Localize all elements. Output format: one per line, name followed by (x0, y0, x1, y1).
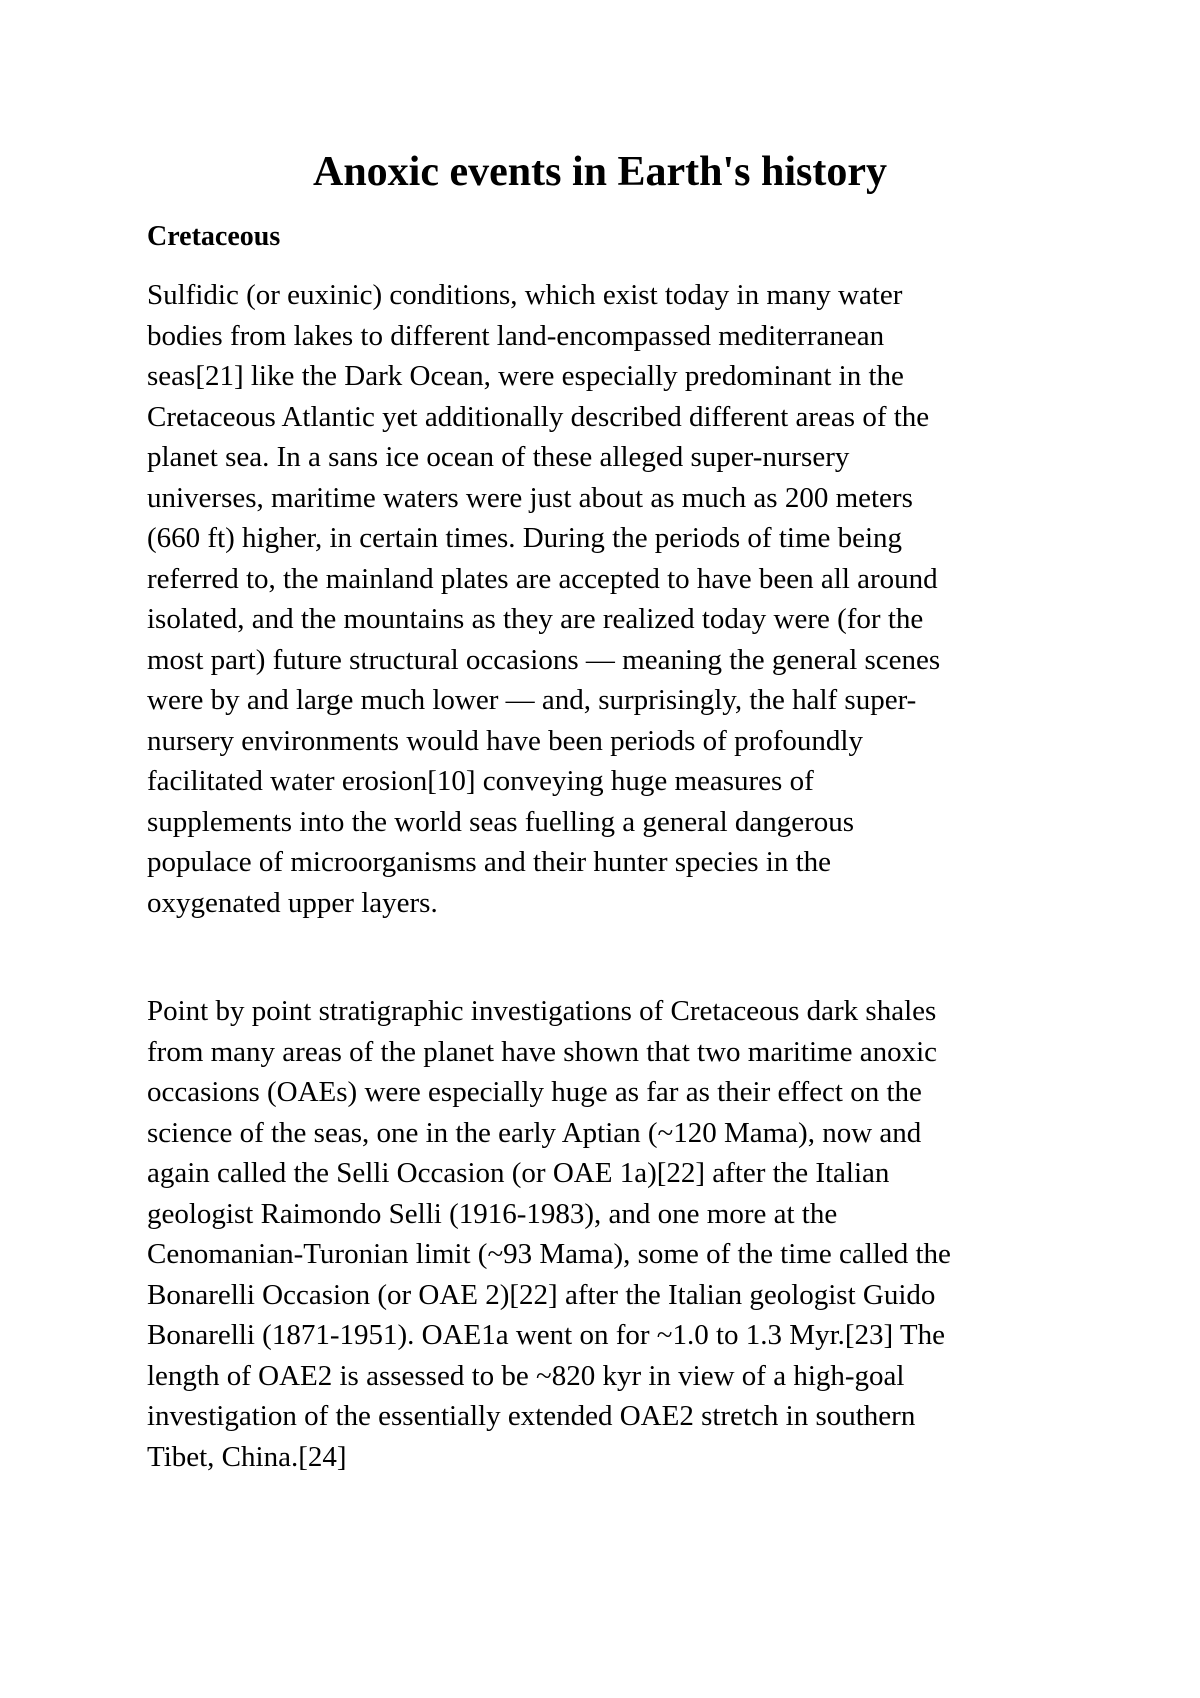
paragraph-line: (660 ft) higher, in certain times. During the periods of time being (147, 522, 903, 554)
paragraph-line: Cenomanian-Turonian limit (~93 Mama), some of the time called the (147, 1238, 951, 1270)
paragraph-2 (147, 991, 1077, 1477)
paragraph-line: most part) future structural occasions — meaning the general scenes (147, 643, 941, 676)
paragraph-line: isolated, and the mountains as they are realized today were (for the (147, 603, 924, 635)
paragraph-line: again called the Selli Occasion (or OAE 1a)[22] after the Italian (147, 1157, 890, 1189)
paragraph-line: science of the seas, one in the early Aptian (~120 Mama), now and (147, 1116, 922, 1149)
paragraph-line: Cretaceous Atlantic yet additionally described different areas of the (147, 400, 930, 433)
paragraph-line: Sulfidic (or euxinic) conditions, which exist today in many water (147, 279, 903, 311)
paragraph-line: Bonarelli Occasion (or OAE 2)[22] after the Italian geologist Guido (147, 1278, 936, 1311)
paragraph-line: nursery environments would have been periods of profoundly (147, 724, 863, 757)
paragraph-line: length of OAE2 is assessed to be ~820 kyr in view of a high-goal (147, 1359, 905, 1392)
paragraph-line: planet sea. In a sans ice ocean of these alleged super-nursery (147, 441, 850, 473)
paragraph-line: universes, maritime waters were just about as much as 200 meters (147, 481, 913, 514)
paragraph-line: oxygenated upper layers. (147, 886, 438, 919)
paragraph-line: occasions (OAEs) were especially huge as far as their effect on the (147, 1076, 922, 1108)
paragraph-line: supplements into the world seas fuelling a general dangerous (147, 805, 855, 838)
section-heading: Cretaceous (147, 221, 281, 252)
paragraph-line: were by and large much lower — and, surprisingly, the half super- (147, 684, 917, 716)
paragraph-line: Bonarelli (1871-1951). OAE1a went on for ~1.0 to 1.3 Myr.[23] The (147, 1319, 946, 1351)
paragraph-line: referred to, the mainland plates are accepted to have been all around (147, 562, 938, 595)
paragraph-line: populace of microorganisms and their hunter species in the (147, 846, 831, 878)
paragraph-line: facilitated water erosion[10] conveying huge measures of (147, 765, 814, 797)
paragraph-1 (147, 275, 1077, 923)
paragraph-line: seas[21] like the Dark Ocean, were especially predominant in the (147, 360, 904, 392)
paragraph-line: geologist Raimondo Selli (1916-1983), and one more at the (147, 1197, 838, 1230)
paragraph-line: Point by point stratigraphic investigations of Cretaceous dark shales (147, 995, 937, 1027)
paragraph-line: bodies from lakes to different land-encompassed mediterranean (147, 319, 885, 352)
paragraph-line: Tibet, China.[24] (147, 1440, 347, 1473)
page-title: Anoxic events in Earth's history (312, 149, 887, 195)
paragraph-line: investigation of the essentially extended OAE2 stretch in southern (147, 1400, 916, 1432)
paragraph-line: from many areas of the planet have shown that two maritime anoxic (147, 1035, 937, 1068)
